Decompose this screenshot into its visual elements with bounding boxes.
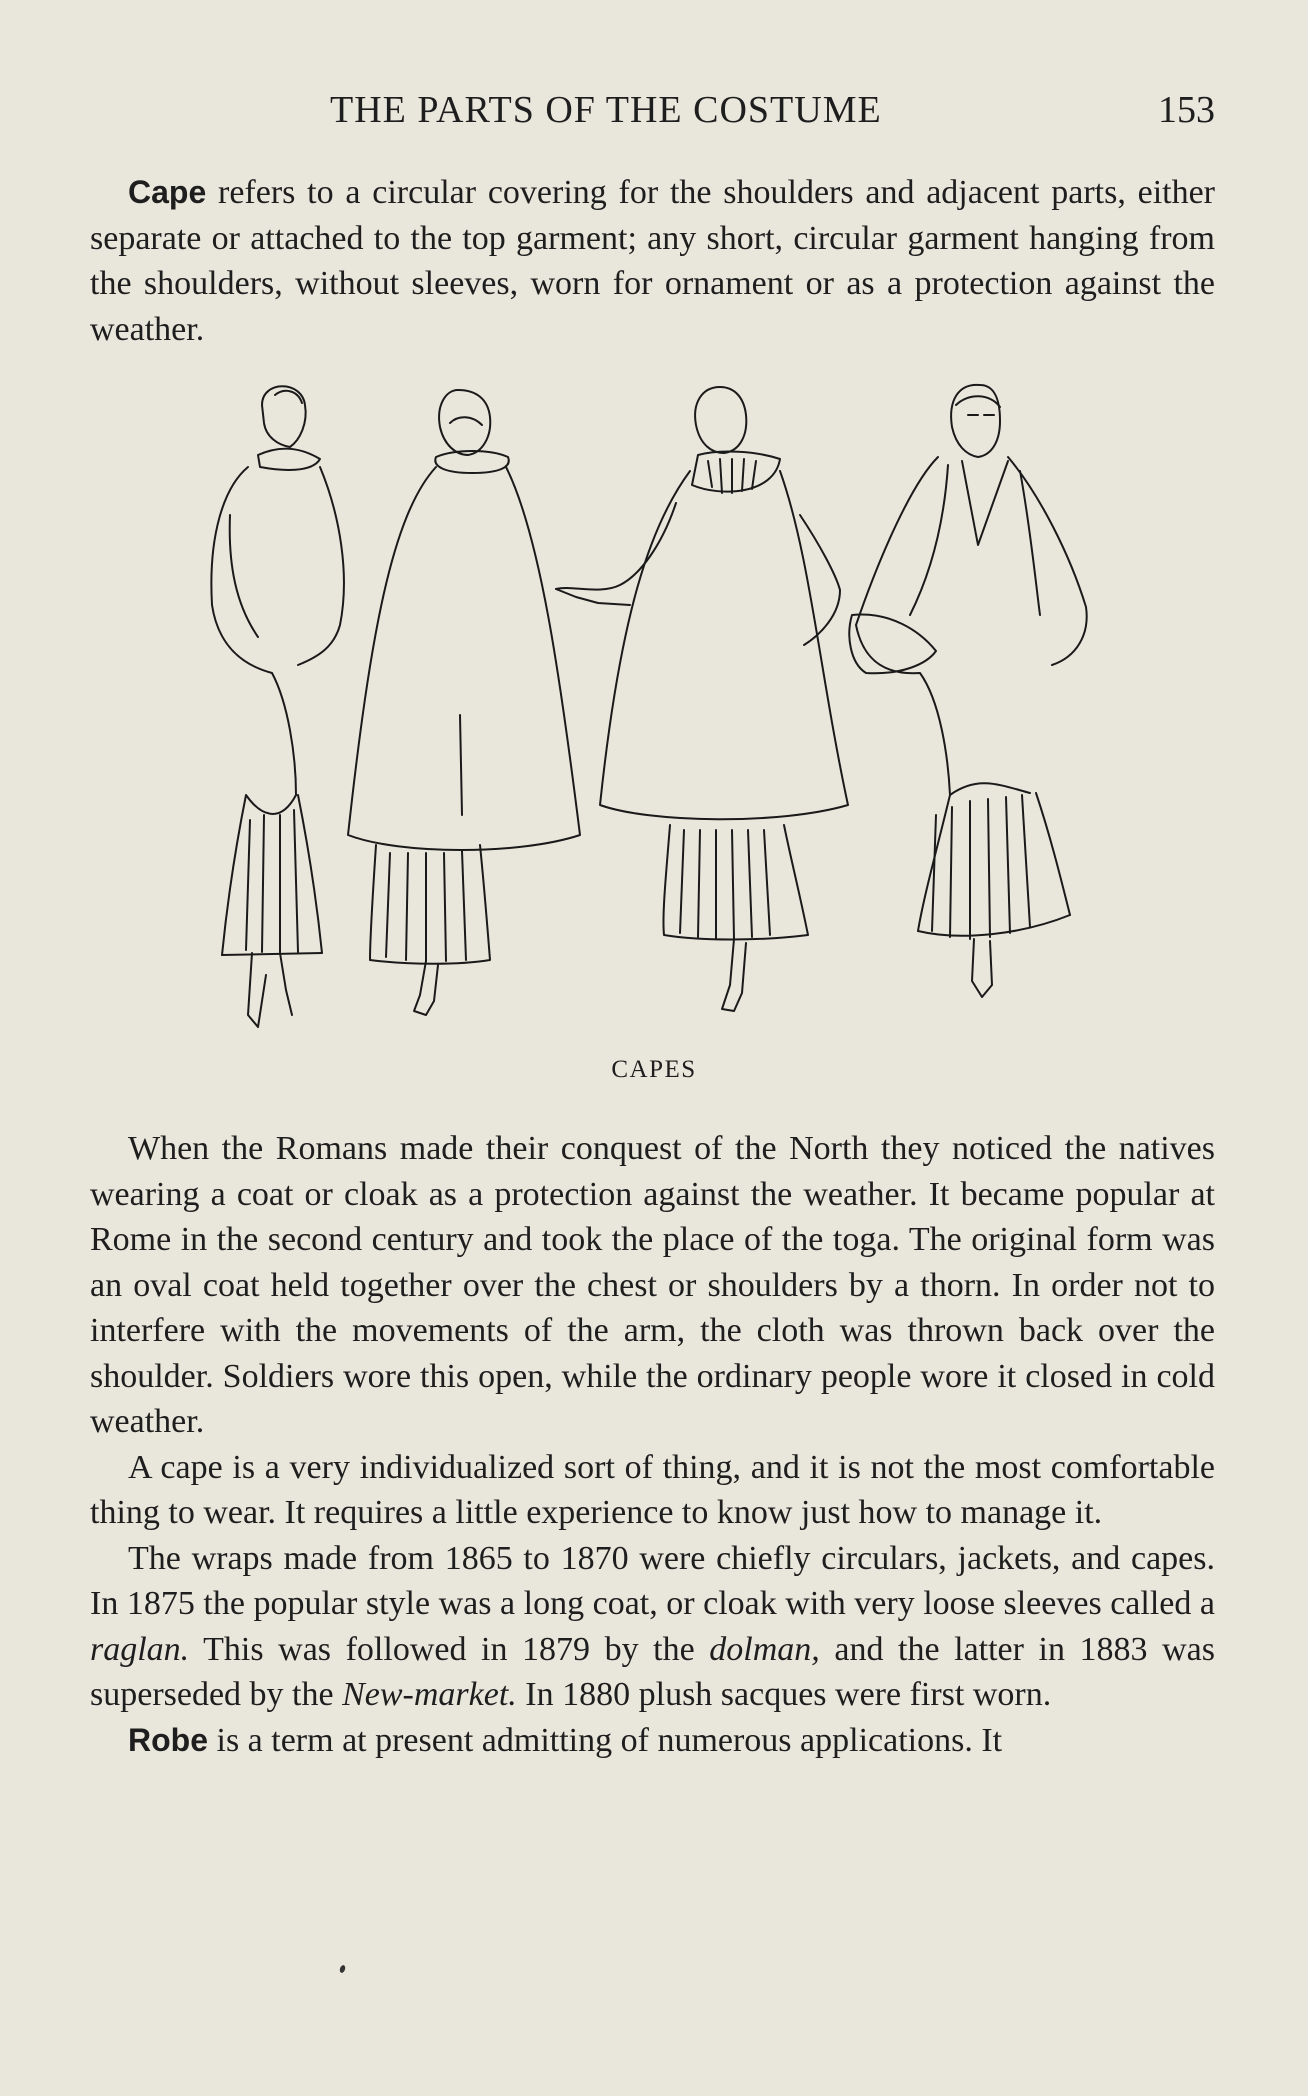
cape-definition-paragraph [90,170,1215,352]
dolman-term: dolman, [709,1630,820,1668]
wraps-text-4: In 1880 plush sacques were first worn. [516,1676,1052,1713]
figure-1-side-cape [211,386,344,1027]
cape-definition-text: refers to a circular covering for the shoulders and adjacent parts, either separate or attached to the top garment; any short, circular garment hanging from the shoulders, without sleeves, worn for ornament or as a protection against the weather. [90,174,1215,348]
paragraph-romans: When the Romans made their conquest of the North they noticed the natives wearing a coat or cloak as a protection against the weather. It became popular at Rome in the second century and took the place of the toga. The original form was an oval coat held together over the chest or shoulders by a thorn. In order not to interfere with the movements of the arm, the cloth was thrown back over the shoulder. Soldiers wore this open, while the ordinary people wore it closed in cold weather. [90,1130,1215,1440]
page-number: 153 [1158,89,1215,131]
wraps-text-3: and the latter in 1883 was superseded by the [90,1630,1215,1713]
paragraph-individualized: A cape is a very individualized sort of thing, and it is not the most comfortable thing to wear. It requires a little experience to know just how to manage it. [90,1448,1215,1531]
paragraph-robe [90,1718,1215,1764]
running-head: THE PARTS OF THE COSTUME [330,89,882,131]
capes-illustration [200,375,1110,1045]
raglan-term: raglan. [90,1630,190,1668]
cape-history-block [90,1126,1215,1763]
figure-caption: CAPES [611,1056,697,1083]
cape-definition-block [90,170,1215,352]
ink-speck [339,1964,346,1973]
wraps-text-2: This was followed in 1879 by the [189,1630,710,1668]
figure-2-back-cape [348,390,580,1015]
wraps-text-1: The wraps made from 1865 to 1870 were chiefly circulars, jackets, and capes. In 1875 the popular style was a long coat, or cloak with very loose sleeves called a [90,1539,1215,1622]
paragraph-wraps [90,1536,1215,1718]
robe-text: is a term at present admitting of numerous applications. It [208,1721,1003,1759]
robe-term: Robe [128,1721,208,1758]
page-header [90,88,1215,138]
figure-4-front-cape [849,385,1086,997]
cape-term: Cape [128,174,207,210]
capes-line-drawing [200,375,1110,1045]
newmarket-term: New-market. [342,1676,517,1713]
figure-3-pleated-cape [556,387,848,1011]
